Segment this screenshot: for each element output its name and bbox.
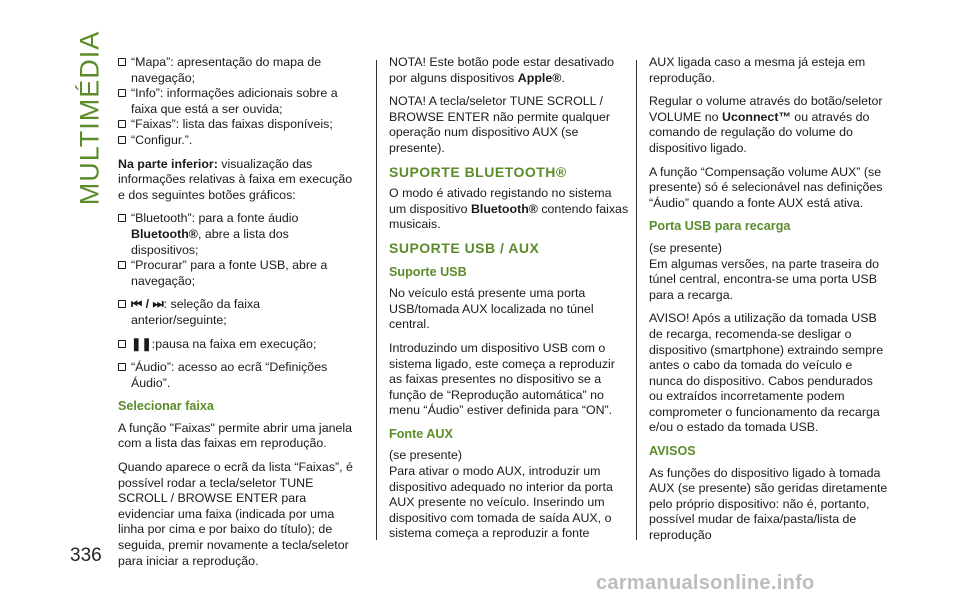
text-column-1 <box>118 55 358 577</box>
section-side-title <box>70 30 110 205</box>
bullet-config: “Configur.”. <box>118 133 358 149</box>
bullet-text: , abre a lista dos dispositivos; <box>131 226 289 257</box>
paragraph: (se presente) <box>389 448 463 463</box>
paragraph-text: ou através do comando de regulação do volume do dispositivo ligado. <box>649 109 870 155</box>
bold-brand: Apple® <box>517 70 562 85</box>
note-text: . <box>561 70 565 85</box>
heading-aux-source: Fonte AUX <box>389 426 453 441</box>
bullet-search: “Procurar” para a fonte USB, abre a navegação; <box>118 258 358 289</box>
paragraph: (se presente) <box>649 240 723 255</box>
paragraph-text: visualização das informações relativas à faixa em execução e dos seguintes botões gráficos: <box>118 156 353 202</box>
watermark: carmanualsonline.info <box>596 572 815 594</box>
column-divider <box>636 60 637 540</box>
paragraph: A função "Faixas" permite abrir uma janela com a lista das faixas em reprodução. <box>118 420 353 451</box>
bullet-prev-next <box>118 297 358 328</box>
page-number: 336 <box>70 545 102 566</box>
bullet-text: “Bluetooth”: para a fonte áudio <box>131 211 299 226</box>
paragraph: Introduzindo um dispositivo USB com o sistema ligado, este começa a reproduzir as faixas presentes no dispositivo se a função de “Reprodução automática” no menu “Áudio” estiver definida para “ON”. <box>389 340 615 418</box>
text-column-3 <box>649 55 889 552</box>
bold-label: Na parte inferior: <box>118 156 218 171</box>
heading-usb-aux-support: SUPORTE USB / AUX <box>389 239 540 256</box>
paragraph-text: contendo faixas musicais. <box>389 201 629 232</box>
heading-select-track: Selecionar faixa <box>118 399 214 414</box>
bold-brand: Uconnect™ <box>722 109 791 124</box>
bullet-info: “Info”: informações adicionais sobre a faixa que está a ser ouvida; <box>118 86 358 117</box>
heading-usb-charging: Porta USB para recarga <box>649 219 791 234</box>
column-divider <box>376 60 377 540</box>
pause-icon: ❚❚ <box>131 336 152 351</box>
paragraph-warning: AVISO! Após a utilização da tomada USB de recarga, recomenda-se desligar o dispositivo (smartphone) extraindo sempre antes o cabo da tomada do veículo e nunca do dispositivo. Cabos pendurados ou extraídos incorretamente podem comprometer o funcionamento da recarga e/ou o estado da tomada USB. <box>649 311 884 435</box>
note-tune-scroll: NOTA! A tecla/seletor TUNE SCROLL / BROWSE ENTER não permite qualquer operação num dispositivo AUX (se presente). <box>389 94 611 155</box>
section-title-text: MULTIMÉDIA <box>74 30 105 205</box>
paragraph: A função “Compensação volume AUX” (se presente) só é selecionável nas definições “Áudio” quando a fonte AUX está ativa. <box>649 164 883 210</box>
bullet-audio: “Áudio”: acesso ao ecrã “Definições Áudio”. <box>118 360 358 391</box>
paragraph: Quando aparece o ecrã da lista “Faixas”, é possível rodar a tecla/seletor TUNE SCROLL / BROWSE ENTER para evidenciar uma faixa (indicada por uma linha por cima e por baixo do título); de seguida, premir novamente a tecla/seletor para iniciar a reprodução. <box>118 460 353 568</box>
text-column-2 <box>389 55 629 550</box>
bold-brand: Bluetooth® <box>131 226 198 241</box>
paragraph: Para ativar o modo AUX, introduzir um dispositivo adequado no interior da porta AUX presente no veículo. Inserindo um dispositivo com tomada de saída AUX, o sistema começa a reproduzir a fonte <box>389 464 613 541</box>
paragraph-bottom-info <box>118 157 358 204</box>
paragraph-text: O modo é ativado registando no sistema um dispositivo <box>389 186 612 216</box>
note-apple <box>389 55 629 86</box>
paragraph: No veículo está presente uma porta USB/tomada AUX localizada no túnel central. <box>389 286 594 332</box>
bullet-text: :pausa na faixa em execução; <box>151 336 317 351</box>
bullet-pause <box>118 337 358 353</box>
paragraph-bluetooth <box>389 186 629 233</box>
prev-next-icon: ⏮ / ⏭ <box>131 297 164 312</box>
note-text: NOTA! Este botão pode estar desativado por alguns dispositivos <box>389 55 614 85</box>
bullet-text: : seleção da faixa anterior/seguinte; <box>131 297 261 327</box>
paragraph: AUX ligada caso a mesma já esteja em reprodução. <box>649 55 866 85</box>
paragraph-text: Regular o volume através do botão/seletor VOLUME no <box>649 94 883 124</box>
bullet-tracks: “Faixas”: lista das faixas disponíveis; <box>118 117 358 133</box>
paragraph: Em algumas versões, na parte traseira do túnel central, encontra-se uma porta USB para a recarga. <box>649 256 880 302</box>
heading-warnings: AVISOS <box>649 444 696 459</box>
bullet-map: “Mapa”: apresentação do mapa de navegação; <box>118 55 358 86</box>
paragraph: As funções do dispositivo ligado à tomada AUX (se presente) são geridas diretamente pelo próprio dispositivo: não é, portanto, possível mudar de faixa/pasta/lista de reprodução <box>649 465 888 543</box>
heading-bluetooth-support: SUPORTE BLUETOOTH® <box>389 163 567 180</box>
heading-usb-support: Suporte USB <box>389 264 467 279</box>
bold-brand: Bluetooth® <box>470 201 538 216</box>
bullet-bluetooth <box>118 211 358 258</box>
paragraph-volume <box>649 94 889 156</box>
